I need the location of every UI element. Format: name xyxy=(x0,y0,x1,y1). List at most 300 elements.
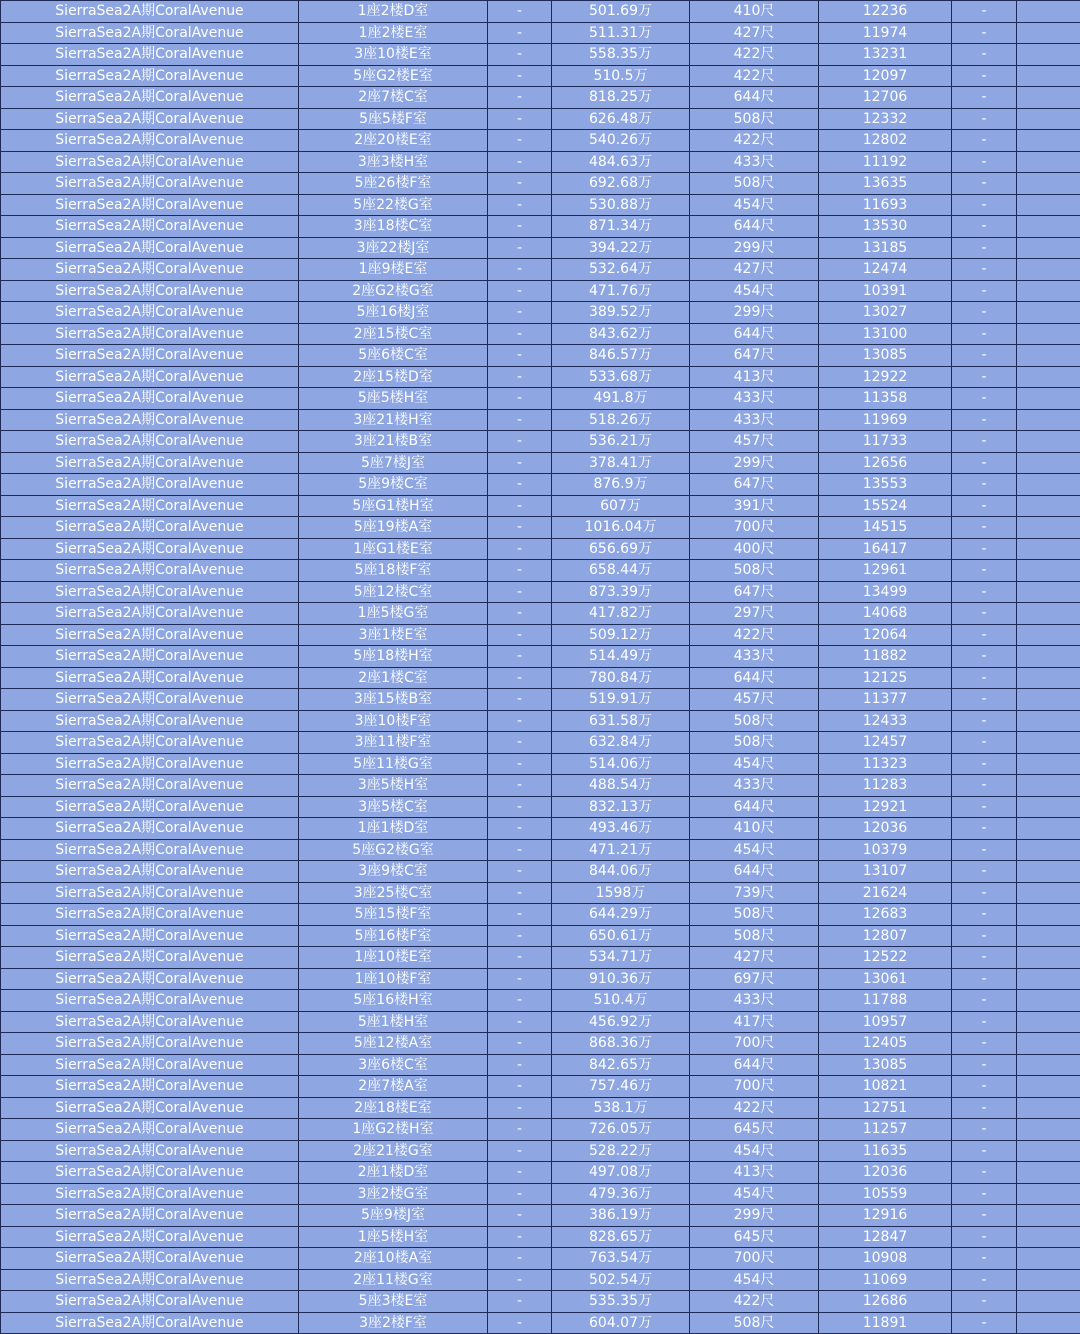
table-row xyxy=(1,1183,1080,1205)
dash-cell-2: - xyxy=(952,280,1017,302)
unit-price-cell: 13231 xyxy=(819,44,952,66)
unit-price-cell: 12332 xyxy=(819,108,952,130)
dash-cell-2: - xyxy=(952,710,1017,732)
area-cell: 433尺 xyxy=(690,775,819,797)
unit-price-cell: 13530 xyxy=(819,216,952,238)
dash-cell: - xyxy=(488,452,552,474)
dash-cell: - xyxy=(488,173,552,195)
unit-cell: 3座6楼C室 xyxy=(299,1054,488,1076)
dash-cell: - xyxy=(488,1162,552,1184)
unit-cell: 3座2楼G室 xyxy=(299,1183,488,1205)
table-row xyxy=(1,646,1080,668)
dash-cell: - xyxy=(488,130,552,152)
unit-cell: 2座15楼C室 xyxy=(299,323,488,345)
area-cell: 644尺 xyxy=(690,216,819,238)
price-cell: 607万 xyxy=(552,495,690,517)
empty-cell xyxy=(1017,259,1080,281)
unit-cell: 2座1楼C室 xyxy=(299,667,488,689)
unit-cell: 5座1楼H室 xyxy=(299,1011,488,1033)
unit-cell: 5座5楼F室 xyxy=(299,108,488,130)
table-row xyxy=(1,431,1080,453)
empty-cell xyxy=(1017,1183,1080,1205)
empty-cell xyxy=(1017,581,1080,603)
estate-cell: SierraSea2A期CoralAvenue xyxy=(1,151,299,173)
table-row xyxy=(1,581,1080,603)
dash-cell-2: - xyxy=(952,861,1017,883)
price-cell: 417.82万 xyxy=(552,603,690,625)
empty-cell xyxy=(1017,65,1080,87)
table-row xyxy=(1,302,1080,324)
table-row xyxy=(1,366,1080,388)
unit-price-cell: 11969 xyxy=(819,409,952,431)
table-body xyxy=(1,1,1080,1334)
unit-price-cell: 13553 xyxy=(819,474,952,496)
table-row xyxy=(1,388,1080,410)
dash-cell: - xyxy=(488,775,552,797)
unit-cell: 5座5楼H室 xyxy=(299,388,488,410)
dash-cell-2: - xyxy=(952,581,1017,603)
table-row xyxy=(1,452,1080,474)
empty-cell xyxy=(1017,366,1080,388)
estate-cell: SierraSea2A期CoralAvenue xyxy=(1,839,299,861)
estate-cell: SierraSea2A期CoralAvenue xyxy=(1,474,299,496)
price-cell: 456.92万 xyxy=(552,1011,690,1033)
table-row xyxy=(1,409,1080,431)
unit-price-cell: 13499 xyxy=(819,581,952,603)
unit-cell: 5座15楼F室 xyxy=(299,904,488,926)
price-cell: 501.69万 xyxy=(552,1,690,23)
price-cell: 604.07万 xyxy=(552,1312,690,1334)
price-cell: 558.35万 xyxy=(552,44,690,66)
empty-cell xyxy=(1017,452,1080,474)
price-cell: 535.35万 xyxy=(552,1291,690,1313)
unit-price-cell: 16417 xyxy=(819,538,952,560)
unit-cell: 3座9楼C室 xyxy=(299,861,488,883)
empty-cell xyxy=(1017,1011,1080,1033)
unit-cell: 1座10楼E室 xyxy=(299,947,488,969)
dash-cell-2: - xyxy=(952,1097,1017,1119)
dash-cell: - xyxy=(488,818,552,840)
dash-cell-2: - xyxy=(952,1183,1017,1205)
dash-cell-2: - xyxy=(952,87,1017,109)
unit-price-cell: 13085 xyxy=(819,345,952,367)
estate-cell: SierraSea2A期CoralAvenue xyxy=(1,667,299,689)
empty-cell xyxy=(1017,44,1080,66)
estate-cell: SierraSea2A期CoralAvenue xyxy=(1,302,299,324)
unit-price-cell: 13185 xyxy=(819,237,952,259)
price-cell: 528.22万 xyxy=(552,1140,690,1162)
empty-cell xyxy=(1017,861,1080,883)
dash-cell-2: - xyxy=(952,474,1017,496)
dash-cell: - xyxy=(488,194,552,216)
dash-cell: - xyxy=(488,1269,552,1291)
dash-cell: - xyxy=(488,1011,552,1033)
dash-cell: - xyxy=(488,839,552,861)
dash-cell-2: - xyxy=(952,194,1017,216)
area-cell: 422尺 xyxy=(690,44,819,66)
estate-cell: SierraSea2A期CoralAvenue xyxy=(1,624,299,646)
table-row xyxy=(1,1248,1080,1270)
empty-cell xyxy=(1017,710,1080,732)
dash-cell-2: - xyxy=(952,1076,1017,1098)
unit-cell: 5座16楼F室 xyxy=(299,925,488,947)
unit-cell: 5座18楼H室 xyxy=(299,646,488,668)
estate-cell: SierraSea2A期CoralAvenue xyxy=(1,904,299,926)
estate-cell: SierraSea2A期CoralAvenue xyxy=(1,990,299,1012)
area-cell: 508尺 xyxy=(690,173,819,195)
dash-cell-2: - xyxy=(952,216,1017,238)
empty-cell xyxy=(1017,947,1080,969)
price-cell: 780.84万 xyxy=(552,667,690,689)
estate-cell: SierraSea2A期CoralAvenue xyxy=(1,732,299,754)
unit-cell: 5座12楼A室 xyxy=(299,1033,488,1055)
area-cell: 417尺 xyxy=(690,1011,819,1033)
unit-price-cell: 13061 xyxy=(819,968,952,990)
unit-price-cell: 12036 xyxy=(819,818,952,840)
dash-cell-2: - xyxy=(952,151,1017,173)
estate-cell: SierraSea2A期CoralAvenue xyxy=(1,560,299,582)
dash-cell: - xyxy=(488,345,552,367)
price-cell: 842.65万 xyxy=(552,1054,690,1076)
area-cell: 433尺 xyxy=(690,388,819,410)
unit-cell: 5座18楼F室 xyxy=(299,560,488,582)
estate-cell: SierraSea2A期CoralAvenue xyxy=(1,44,299,66)
dash-cell: - xyxy=(488,1183,552,1205)
dash-cell: - xyxy=(488,409,552,431)
estate-cell: SierraSea2A期CoralAvenue xyxy=(1,366,299,388)
price-cell: 518.26万 xyxy=(552,409,690,431)
dash-cell-2: - xyxy=(952,409,1017,431)
empty-cell xyxy=(1017,1033,1080,1055)
unit-price-cell: 11693 xyxy=(819,194,952,216)
area-cell: 457尺 xyxy=(690,431,819,453)
unit-price-cell: 10821 xyxy=(819,1076,952,1098)
estate-cell: SierraSea2A期CoralAvenue xyxy=(1,1226,299,1248)
price-cell: 519.91万 xyxy=(552,689,690,711)
table-row xyxy=(1,108,1080,130)
dash-cell: - xyxy=(488,366,552,388)
unit-price-cell: 13107 xyxy=(819,861,952,883)
table-row xyxy=(1,130,1080,152)
unit-cell: 3座10楼F室 xyxy=(299,710,488,732)
dash-cell: - xyxy=(488,1312,552,1334)
estate-cell: SierraSea2A期CoralAvenue xyxy=(1,323,299,345)
table-row xyxy=(1,775,1080,797)
price-cell: 479.36万 xyxy=(552,1183,690,1205)
dash-cell-2: - xyxy=(952,732,1017,754)
dash-cell-2: - xyxy=(952,431,1017,453)
unit-price-cell: 21624 xyxy=(819,882,952,904)
table-row xyxy=(1,22,1080,44)
empty-cell xyxy=(1017,173,1080,195)
area-cell: 297尺 xyxy=(690,603,819,625)
area-cell: 299尺 xyxy=(690,237,819,259)
area-cell: 508尺 xyxy=(690,925,819,947)
price-cell: 532.64万 xyxy=(552,259,690,281)
table-row xyxy=(1,1076,1080,1098)
estate-cell: SierraSea2A期CoralAvenue xyxy=(1,581,299,603)
price-cell: 818.25万 xyxy=(552,87,690,109)
unit-cell: 3座5楼H室 xyxy=(299,775,488,797)
empty-cell xyxy=(1017,237,1080,259)
area-cell: 422尺 xyxy=(690,1291,819,1313)
dash-cell-2: - xyxy=(952,259,1017,281)
dash-cell-2: - xyxy=(952,818,1017,840)
empty-cell xyxy=(1017,904,1080,926)
unit-price-cell: 12807 xyxy=(819,925,952,947)
unit-price-cell: 13100 xyxy=(819,323,952,345)
area-cell: 391尺 xyxy=(690,495,819,517)
estate-cell: SierraSea2A期CoralAvenue xyxy=(1,1248,299,1270)
empty-cell xyxy=(1017,280,1080,302)
empty-cell xyxy=(1017,108,1080,130)
unit-price-cell: 12474 xyxy=(819,259,952,281)
dash-cell-2: - xyxy=(952,302,1017,324)
dash-cell: - xyxy=(488,237,552,259)
dash-cell: - xyxy=(488,882,552,904)
estate-cell: SierraSea2A期CoralAvenue xyxy=(1,1183,299,1205)
dash-cell-2: - xyxy=(952,1248,1017,1270)
dash-cell: - xyxy=(488,710,552,732)
table-row xyxy=(1,517,1080,539)
estate-cell: SierraSea2A期CoralAvenue xyxy=(1,431,299,453)
dash-cell-2: - xyxy=(952,1,1017,23)
area-cell: 413尺 xyxy=(690,366,819,388)
estate-cell: SierraSea2A期CoralAvenue xyxy=(1,1291,299,1313)
dash-cell-2: - xyxy=(952,839,1017,861)
empty-cell xyxy=(1017,1312,1080,1334)
estate-cell: SierraSea2A期CoralAvenue xyxy=(1,130,299,152)
area-cell: 422尺 xyxy=(690,130,819,152)
price-cell: 536.21万 xyxy=(552,431,690,453)
area-cell: 700尺 xyxy=(690,517,819,539)
estate-cell: SierraSea2A期CoralAvenue xyxy=(1,1269,299,1291)
unit-cell: 2座10楼A室 xyxy=(299,1248,488,1270)
dash-cell: - xyxy=(488,732,552,754)
price-cell: 511.31万 xyxy=(552,22,690,44)
table-row xyxy=(1,237,1080,259)
area-cell: 700尺 xyxy=(690,1248,819,1270)
unit-price-cell: 13085 xyxy=(819,1054,952,1076)
unit-cell: 5座22楼G室 xyxy=(299,194,488,216)
unit-price-cell: 11788 xyxy=(819,990,952,1012)
estate-cell: SierraSea2A期CoralAvenue xyxy=(1,1054,299,1076)
unit-cell: 2座18楼E室 xyxy=(299,1097,488,1119)
estate-cell: SierraSea2A期CoralAvenue xyxy=(1,1033,299,1055)
area-cell: 508尺 xyxy=(690,904,819,926)
unit-cell: 3座21楼H室 xyxy=(299,409,488,431)
price-cell: 389.52万 xyxy=(552,302,690,324)
empty-cell xyxy=(1017,194,1080,216)
table-row xyxy=(1,560,1080,582)
dash-cell-2: - xyxy=(952,323,1017,345)
area-cell: 508尺 xyxy=(690,732,819,754)
dash-cell: - xyxy=(488,431,552,453)
estate-cell: SierraSea2A期CoralAvenue xyxy=(1,22,299,44)
price-cell: 910.36万 xyxy=(552,968,690,990)
area-cell: 644尺 xyxy=(690,861,819,883)
unit-price-cell: 11891 xyxy=(819,1312,952,1334)
dash-cell-2: - xyxy=(952,517,1017,539)
unit-price-cell: 14068 xyxy=(819,603,952,625)
empty-cell xyxy=(1017,345,1080,367)
unit-price-cell: 11192 xyxy=(819,151,952,173)
empty-cell xyxy=(1017,87,1080,109)
area-cell: 454尺 xyxy=(690,1183,819,1205)
area-cell: 422尺 xyxy=(690,624,819,646)
empty-cell xyxy=(1017,1140,1080,1162)
price-cell: 1598万 xyxy=(552,882,690,904)
table-row xyxy=(1,216,1080,238)
empty-cell xyxy=(1017,388,1080,410)
dash-cell: - xyxy=(488,1097,552,1119)
table-row xyxy=(1,904,1080,926)
estate-cell: SierraSea2A期CoralAvenue xyxy=(1,495,299,517)
area-cell: 410尺 xyxy=(690,1,819,23)
unit-price-cell: 11069 xyxy=(819,1269,952,1291)
estate-cell: SierraSea2A期CoralAvenue xyxy=(1,603,299,625)
dash-cell-2: - xyxy=(952,947,1017,969)
dash-cell-2: - xyxy=(952,108,1017,130)
empty-cell xyxy=(1017,646,1080,668)
empty-cell xyxy=(1017,22,1080,44)
unit-price-cell: 12683 xyxy=(819,904,952,926)
table-row xyxy=(1,495,1080,517)
unit-price-cell: 10957 xyxy=(819,1011,952,1033)
empty-cell xyxy=(1017,151,1080,173)
area-cell: 644尺 xyxy=(690,323,819,345)
table-row xyxy=(1,947,1080,969)
table-row xyxy=(1,1291,1080,1313)
dash-cell-2: - xyxy=(952,646,1017,668)
dash-cell-2: - xyxy=(952,624,1017,646)
empty-cell xyxy=(1017,1248,1080,1270)
unit-price-cell: 12405 xyxy=(819,1033,952,1055)
dash-cell: - xyxy=(488,990,552,1012)
dash-cell-2: - xyxy=(952,968,1017,990)
price-cell: 533.68万 xyxy=(552,366,690,388)
unit-cell: 3座11楼F室 xyxy=(299,732,488,754)
table-row xyxy=(1,861,1080,883)
price-cell: 873.39万 xyxy=(552,581,690,603)
price-cell: 631.58万 xyxy=(552,710,690,732)
dash-cell-2: - xyxy=(952,1140,1017,1162)
dash-cell-2: - xyxy=(952,1033,1017,1055)
unit-cell: 3座18楼C室 xyxy=(299,216,488,238)
dash-cell-2: - xyxy=(952,1119,1017,1141)
table-row xyxy=(1,1312,1080,1334)
table-row xyxy=(1,1011,1080,1033)
table-row xyxy=(1,732,1080,754)
dash-cell-2: - xyxy=(952,366,1017,388)
empty-cell xyxy=(1017,474,1080,496)
area-cell: 422尺 xyxy=(690,65,819,87)
table-row xyxy=(1,839,1080,861)
unit-price-cell: 12236 xyxy=(819,1,952,23)
area-cell: 644尺 xyxy=(690,796,819,818)
estate-cell: SierraSea2A期CoralAvenue xyxy=(1,710,299,732)
area-cell: 454尺 xyxy=(690,839,819,861)
price-cell: 510.5万 xyxy=(552,65,690,87)
dash-cell-2: - xyxy=(952,796,1017,818)
unit-price-cell: 10379 xyxy=(819,839,952,861)
area-cell: 644尺 xyxy=(690,667,819,689)
unit-price-cell: 12921 xyxy=(819,796,952,818)
dash-cell-2: - xyxy=(952,667,1017,689)
price-cell: 832.13万 xyxy=(552,796,690,818)
estate-cell: SierraSea2A期CoralAvenue xyxy=(1,517,299,539)
unit-cell: 5座G1楼H室 xyxy=(299,495,488,517)
area-cell: 413尺 xyxy=(690,1162,819,1184)
table-row xyxy=(1,194,1080,216)
area-cell: 739尺 xyxy=(690,882,819,904)
area-cell: 433尺 xyxy=(690,151,819,173)
unit-cell: 5座11楼G室 xyxy=(299,753,488,775)
dash-cell: - xyxy=(488,474,552,496)
table-row xyxy=(1,624,1080,646)
area-cell: 299尺 xyxy=(690,1205,819,1227)
empty-cell xyxy=(1017,1054,1080,1076)
area-cell: 433尺 xyxy=(690,990,819,1012)
price-cell: 692.68万 xyxy=(552,173,690,195)
table-row xyxy=(1,1033,1080,1055)
unit-cell: 3座5楼C室 xyxy=(299,796,488,818)
dash-cell-2: - xyxy=(952,65,1017,87)
estate-cell: SierraSea2A期CoralAvenue xyxy=(1,1011,299,1033)
table-row xyxy=(1,44,1080,66)
estate-cell: SierraSea2A期CoralAvenue xyxy=(1,1140,299,1162)
unit-price-cell: 12433 xyxy=(819,710,952,732)
price-cell: 378.41万 xyxy=(552,452,690,474)
estate-cell: SierraSea2A期CoralAvenue xyxy=(1,861,299,883)
price-cell: 844.06万 xyxy=(552,861,690,883)
dash-cell: - xyxy=(488,581,552,603)
price-cell: 650.61万 xyxy=(552,925,690,947)
price-cell: 386.19万 xyxy=(552,1205,690,1227)
dash-cell: - xyxy=(488,624,552,646)
unit-cell: 5座G2楼E室 xyxy=(299,65,488,87)
unit-cell: 5座9楼J室 xyxy=(299,1205,488,1227)
table-row xyxy=(1,796,1080,818)
unit-price-cell: 13027 xyxy=(819,302,952,324)
empty-cell xyxy=(1017,1226,1080,1248)
area-cell: 410尺 xyxy=(690,818,819,840)
unit-price-cell: 11882 xyxy=(819,646,952,668)
dash-cell: - xyxy=(488,388,552,410)
empty-cell xyxy=(1017,775,1080,797)
dash-cell: - xyxy=(488,87,552,109)
unit-price-cell: 12457 xyxy=(819,732,952,754)
price-cell: 497.08万 xyxy=(552,1162,690,1184)
estate-cell: SierraSea2A期CoralAvenue xyxy=(1,216,299,238)
unit-price-cell: 12922 xyxy=(819,366,952,388)
unit-price-cell: 12751 xyxy=(819,1097,952,1119)
price-cell: 626.48万 xyxy=(552,108,690,130)
table-row xyxy=(1,667,1080,689)
dash-cell: - xyxy=(488,259,552,281)
area-cell: 647尺 xyxy=(690,581,819,603)
area-cell: 697尺 xyxy=(690,968,819,990)
unit-price-cell: 12802 xyxy=(819,130,952,152)
dash-cell-2: - xyxy=(952,538,1017,560)
dash-cell: - xyxy=(488,495,552,517)
dash-cell: - xyxy=(488,1291,552,1313)
estate-cell: SierraSea2A期CoralAvenue xyxy=(1,646,299,668)
unit-price-cell: 15524 xyxy=(819,495,952,517)
estate-cell: SierraSea2A期CoralAvenue xyxy=(1,173,299,195)
unit-price-cell: 12847 xyxy=(819,1226,952,1248)
dash-cell-2: - xyxy=(952,1312,1017,1334)
